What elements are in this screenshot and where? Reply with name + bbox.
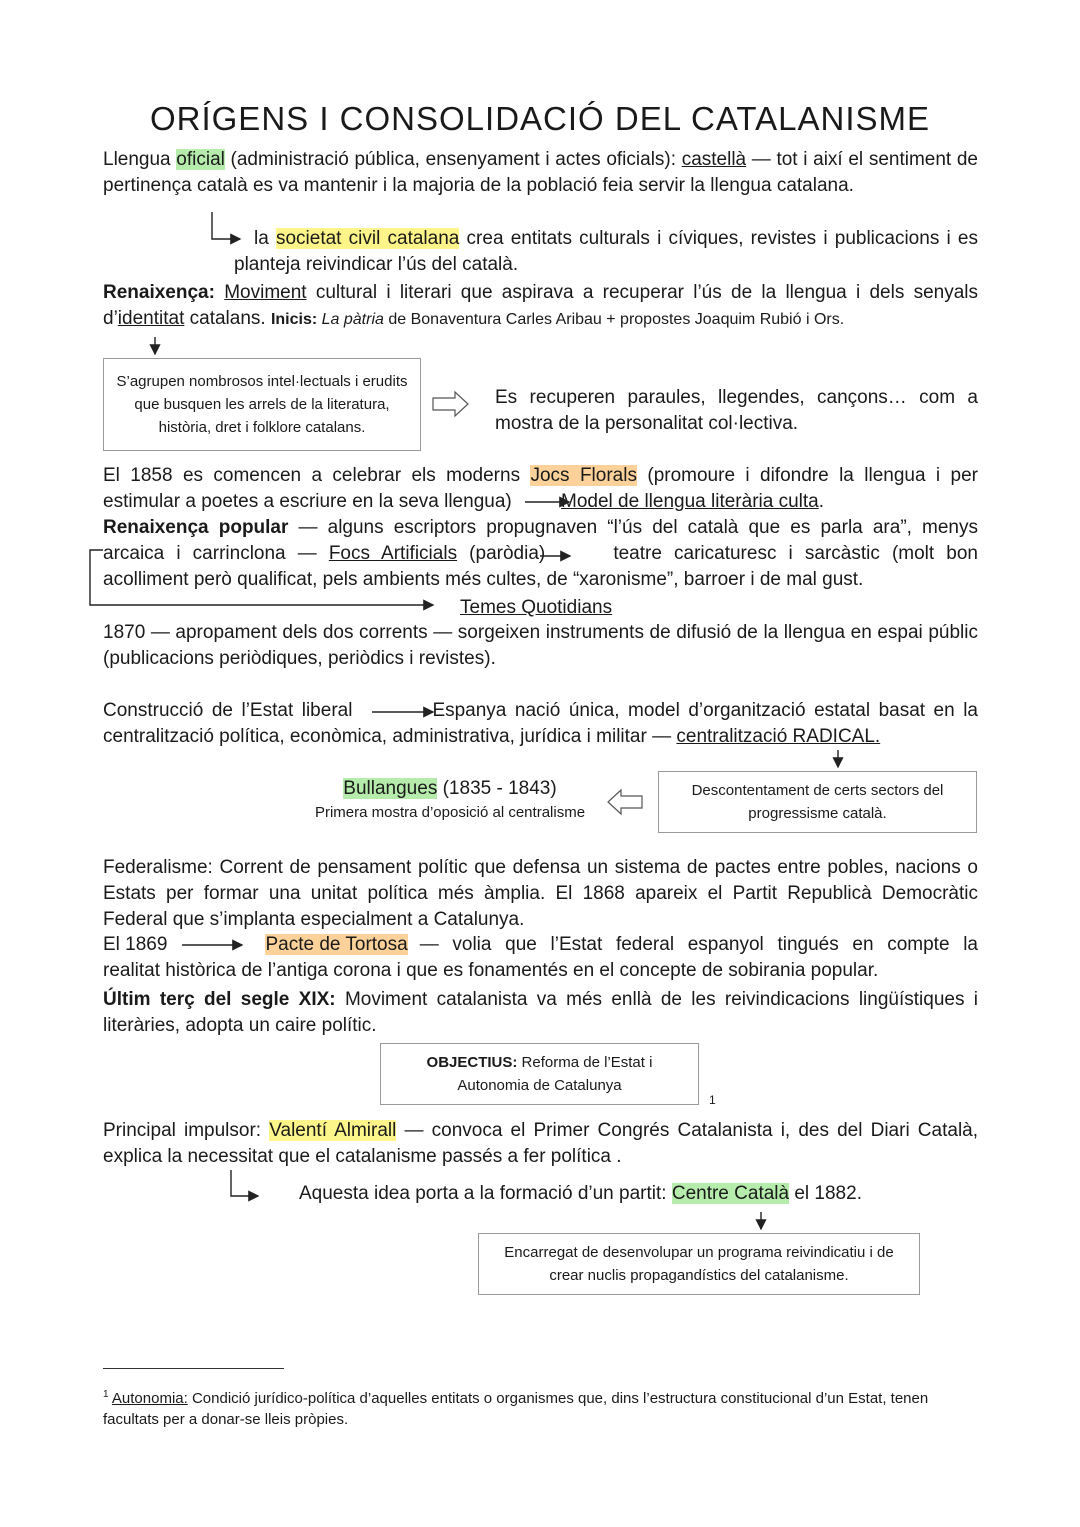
label-ultim-terc: Últim terç del segle XIX: [103, 989, 336, 1010]
underline-centralitzacio: centralització RADICAL. [676, 726, 881, 747]
text: Reforma de l’Estat i [517, 1054, 653, 1071]
paragraph-federalisme: Federalisme: Corrent de pensament polític que defensa un sistema de pactes entre pobles, nacions o Estats per formar una unitat política més àmplia. El 1868 apareix el Partit Republicà Democràtic Federal que s’implanta especialment a Catalunya. [103, 857, 978, 930]
footnote-mark: 1 [709, 1093, 716, 1107]
highlight-pacte-tortosa: Pacte de Tortosa [265, 934, 408, 955]
text: — alguns escriptors propugnaven “l’ús del català que es parla ara”, menys arcaica i carrinclona — [103, 517, 978, 564]
label-objectius: OBJECTIUS: [426, 1054, 518, 1071]
text: Espanya nació única, model d’organització estatal basat en la centralització política, econòmica, administrativa, jurídica i militar — [103, 700, 978, 747]
text: — tot i així el sentiment de pertinença català es va mantenir i la majoria de la població feia servir la llengua catalana. [103, 149, 978, 196]
text: realitat històrica de l’antiga corona i que es fonamentés en el concepte de sobirania popular. [103, 960, 879, 981]
text: Aquesta idea porta a la formació d’un partit: [299, 1183, 672, 1204]
footnote-text: Condició jurídico-política d’aquelles entitats o organismes que, dins l’estructura constitucional d’un Estat, tenen facultats per a donar-se lleis pròpies. [103, 1390, 929, 1428]
text: El 1858 es comencen a celebrar els moderns [103, 465, 531, 486]
text: El 1869 [103, 934, 168, 955]
text: crea entitats culturals i cíviques, revistes i publicacions i es planteja reivindicar l’ús del català. [234, 228, 978, 275]
footnote-term: Autonomia: [111, 1390, 188, 1407]
text: la [254, 228, 276, 249]
box-text: S’agrupen nombrosos intel·lectuals i erudits que busquen les arrels de la literatura, història, dret i folklore catalans. [116, 373, 408, 436]
hollow-arrow-left [608, 790, 642, 814]
text: — convoca el Primer Congrés Catalanista i, des del Diari Català, explica la necessitat que el catalanisme passés a fer política . [103, 1120, 979, 1167]
text: — volia que l’Estat federal espanyol tingués en compte la [419, 934, 978, 955]
paragraph-1870: 1870 — apropament dels dos corrents — sorgeixen instruments de difusió de la llengua en espai públic (publicacions periòdiques, periòdics i revistes). [103, 622, 978, 669]
text: Moviment catalanista va més enllà de les reivindicacions lingüístiques i literàries, adopta un caire polític. [103, 989, 978, 1036]
box-text: Encarregat de desenvolupar un programa reivindicatiu i de crear nuclis propagandístics del catalanisme. [504, 1244, 894, 1284]
text: (promoure i difondre la llengua i per estimular a poetes a escriure en la seva llengua) [103, 465, 979, 512]
highlight-centre-catala: Centre Català [671, 1183, 790, 1204]
text: . [818, 491, 825, 512]
hollow-arrow-right [433, 392, 468, 416]
work-title: La pàtria [321, 311, 384, 328]
label-renaixenca: Renaixença: [103, 282, 215, 303]
text: Principal impulsor: [103, 1120, 270, 1141]
label-inicis: Inicis: [270, 311, 318, 328]
highlight-oficial: oficial [176, 149, 225, 170]
highlight-bullangues: Bullangues [343, 778, 438, 799]
text: Llengua [103, 149, 177, 170]
text: teatre caricaturesc i sarcàstic (molt bon acolliment però qualificat, pels ambients més cultes, de “xaronisme”, barroer i de mal gust. [103, 543, 978, 590]
underline-castella: castellà [681, 149, 747, 170]
arrow-corner-1 [212, 212, 240, 239]
text: el 1882. [789, 1183, 862, 1204]
footnote-number: 1 [103, 1389, 109, 1400]
underline-focs-artificials: Focs Artificials [328, 543, 458, 564]
bullangues-subtitle: Primera mostra d’oposició al centralisme [314, 804, 586, 821]
text: de Bonaventura Carles Aribau + propostes Joaquim Rubió i Ors. [383, 311, 845, 328]
arrow-corner-2 [231, 1170, 258, 1196]
text: cultural i literari que aspirava a recuperar l’ús de la llengua i dels senyals d’ [103, 282, 978, 329]
label-renaixenca-popular: Renaixença popular [103, 517, 289, 538]
temes-quotidians: Temes Quotidians [460, 597, 613, 618]
text: (paròdia) [457, 543, 558, 564]
page-title: ORÍGENS I CONSOLIDACIÓ DEL CATALANISME [149, 100, 931, 137]
highlight-jocs-florals: Jocs Florals [530, 465, 637, 486]
text: catalans. [184, 308, 271, 329]
underline-identitat: identitat [117, 308, 185, 329]
highlight-societat-civil: societat civil catalana [275, 228, 460, 249]
text: (administració pública, ensenyament i actes oficials): [224, 149, 682, 170]
arrow-bracket-temes [90, 550, 433, 605]
highlight-almirall: Valentí Almirall [269, 1120, 397, 1141]
box-result-text: Es recuperen paraules, llegendes, cançons… com a mostra de la personalitat col·lectiva. [495, 387, 978, 434]
box-text: Descontentament de certs sectors del progressisme català. [691, 782, 944, 822]
text: Construcció de l’Estat liberal [103, 700, 353, 721]
text: Autonomia de Catalunya [457, 1077, 622, 1094]
underline-model-llengua: Model de llengua literària culta [561, 491, 819, 512]
text: (1835 - 1843) [437, 778, 557, 799]
underline-moviment: Moviment [224, 282, 307, 303]
